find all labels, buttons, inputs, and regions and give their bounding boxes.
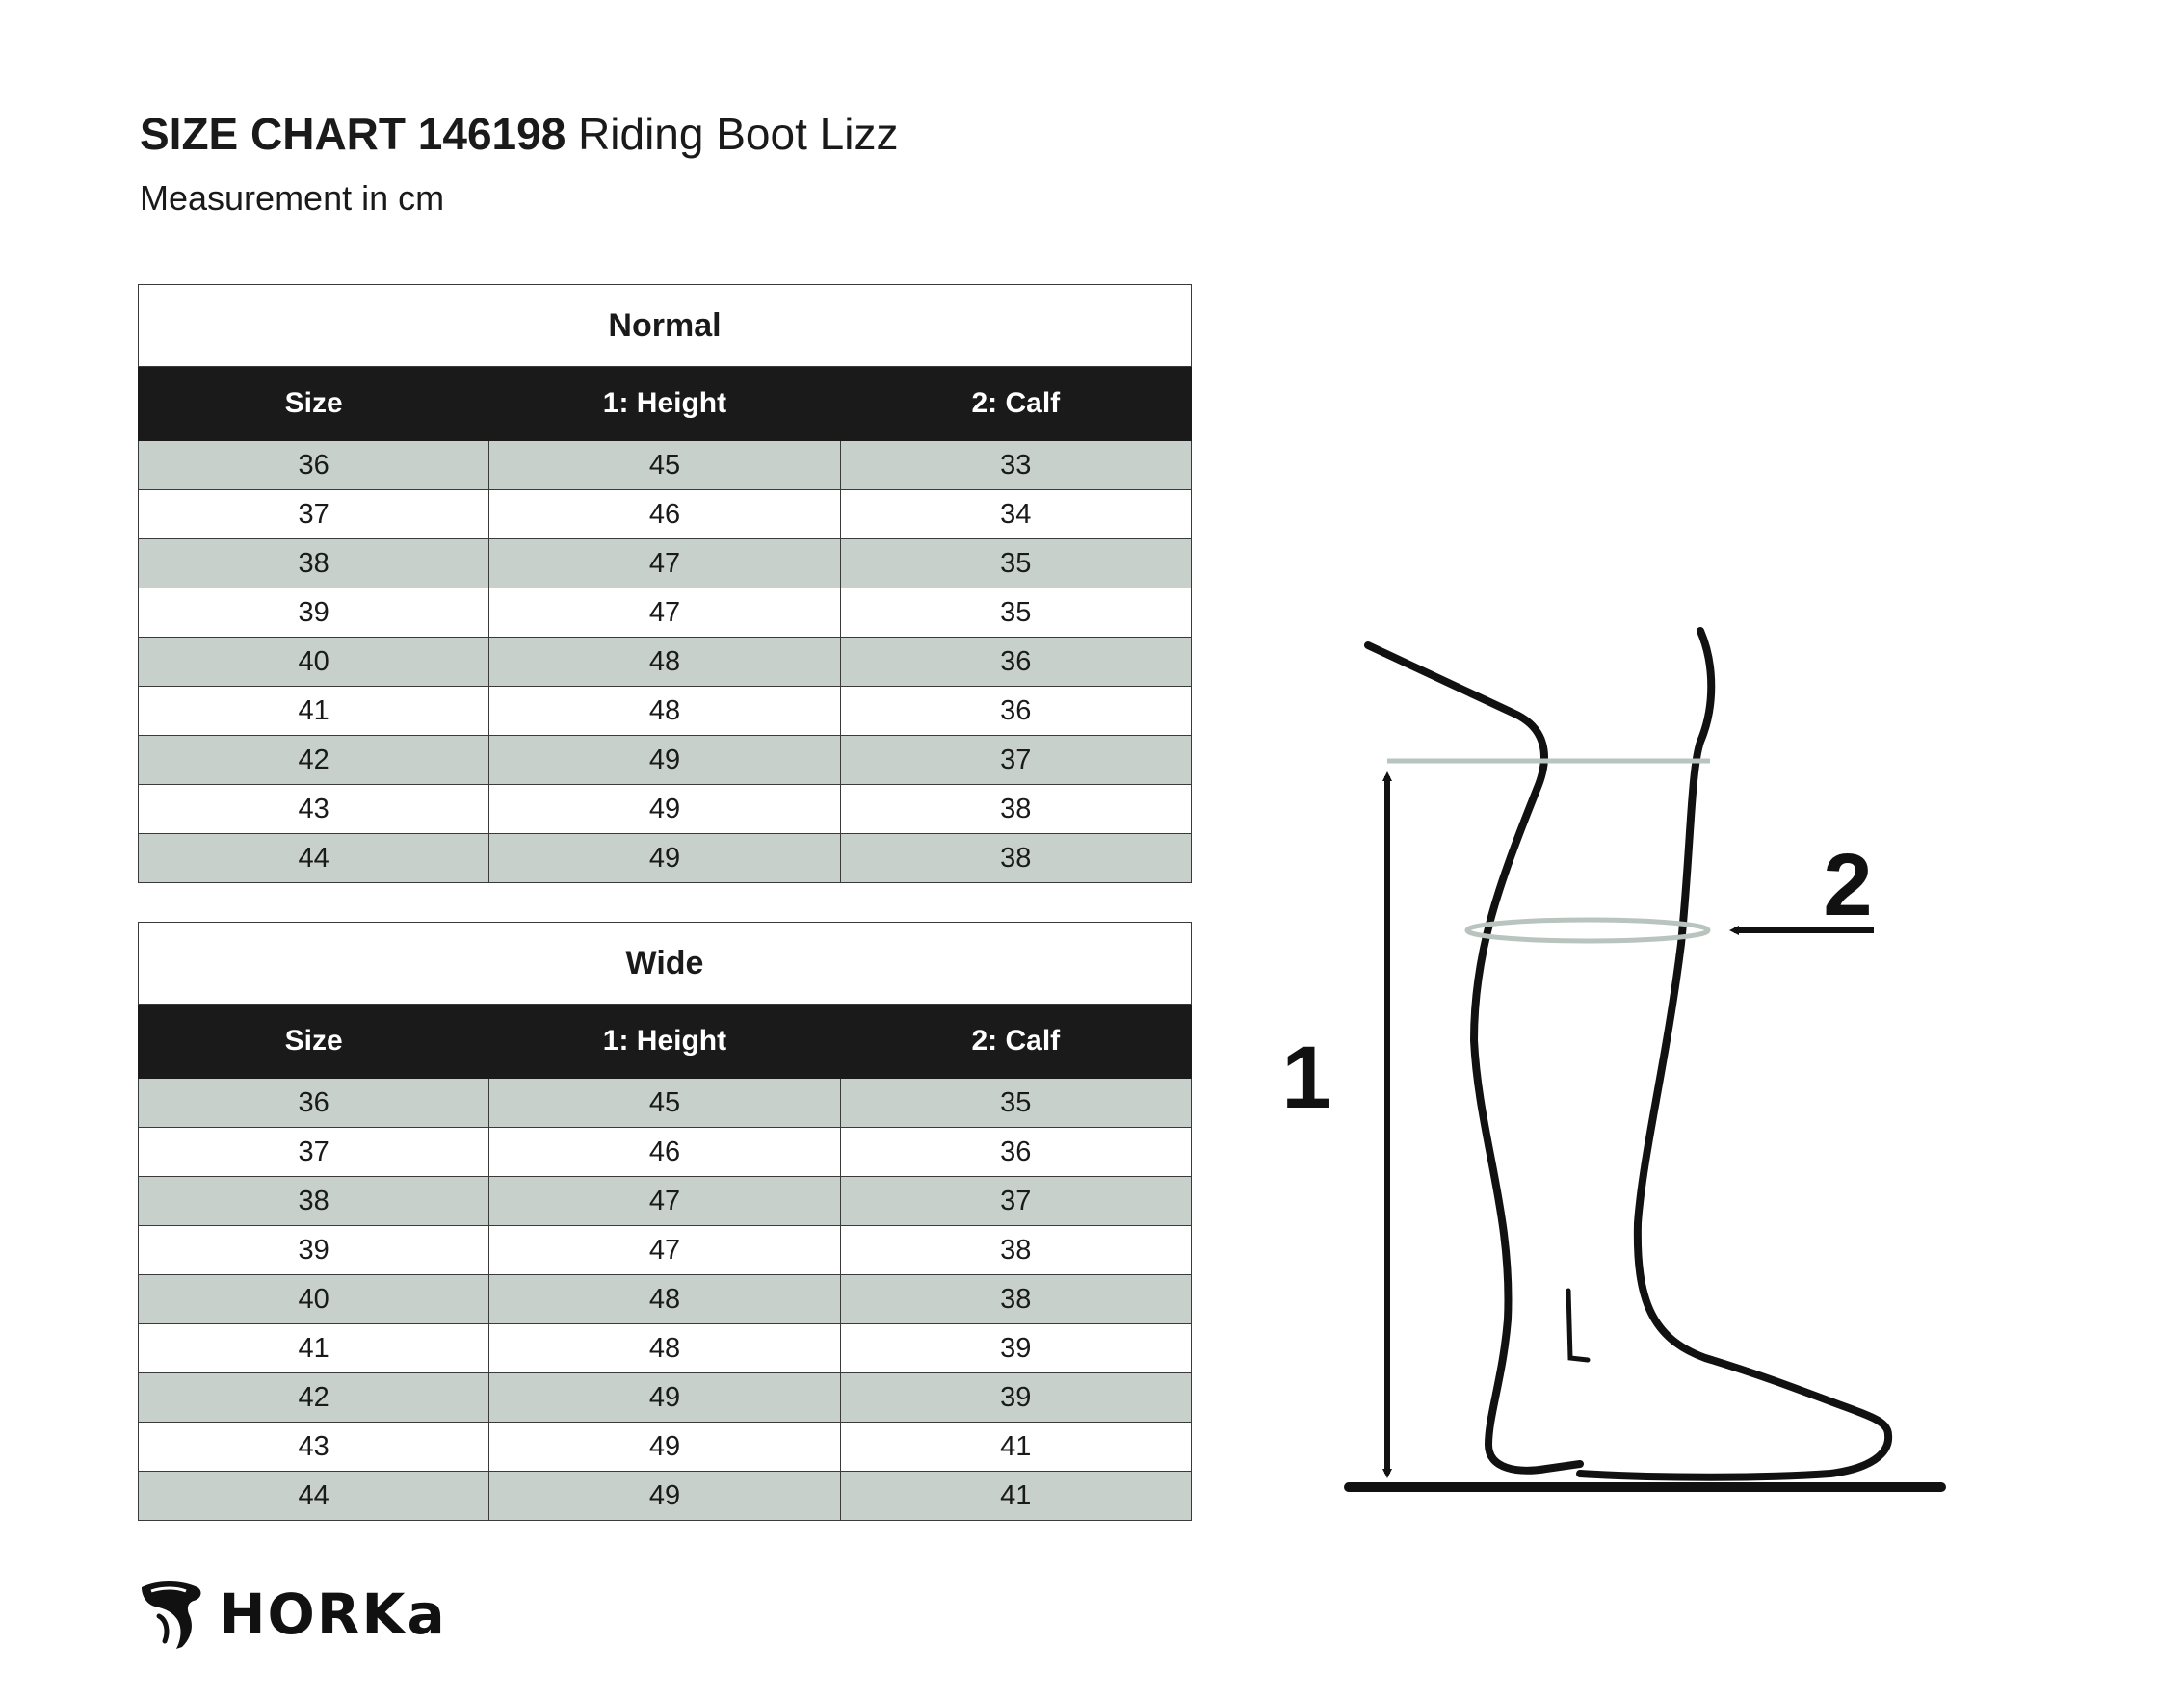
cell-calf: 39: [840, 1324, 1191, 1373]
cell-calf: 38: [840, 785, 1191, 834]
horse-head-icon: [138, 1578, 205, 1651]
cell-calf: 37: [840, 736, 1191, 785]
cell-size: 36: [139, 441, 489, 490]
cell-size: 36: [139, 1079, 489, 1128]
cell-size: 43: [139, 785, 489, 834]
cell-height: 48: [489, 638, 840, 687]
cell-size: 42: [139, 736, 489, 785]
cell-size: 40: [139, 638, 489, 687]
column-header-height: 1: Height: [489, 367, 840, 441]
cell-height: 49: [489, 834, 840, 883]
cell-calf: 35: [840, 1079, 1191, 1128]
column-header-calf: 2: Calf: [840, 1005, 1191, 1079]
table-caption: Wide: [139, 923, 1192, 1005]
cell-size: 40: [139, 1275, 489, 1324]
cell-size: 39: [139, 1226, 489, 1275]
cell-calf: 39: [840, 1373, 1191, 1423]
cell-calf: 38: [840, 1275, 1191, 1324]
cell-size: 37: [139, 490, 489, 539]
boot-zipper: [1568, 1291, 1588, 1360]
cell-size: 43: [139, 1423, 489, 1472]
calf-measure-ellipse: [1467, 920, 1708, 941]
brand-name: HORKa: [219, 1581, 447, 1647]
column-header-calf: 2: Calf: [840, 367, 1191, 441]
cell-calf: 37: [840, 1177, 1191, 1226]
cell-calf: 38: [840, 834, 1191, 883]
height-label: 1: [1281, 1029, 1331, 1127]
cell-size: 38: [139, 539, 489, 588]
calf-label: 2: [1823, 836, 1873, 934]
cell-height: 49: [489, 1423, 840, 1472]
cell-height: 46: [489, 490, 840, 539]
cell-height: 47: [489, 1177, 840, 1226]
cell-calf: 34: [840, 490, 1191, 539]
column-header-height: 1: Height: [489, 1005, 840, 1079]
boot-outline-front: [1368, 645, 1580, 1471]
cell-height: 46: [489, 1128, 840, 1177]
cell-size: 44: [139, 1472, 489, 1521]
cell-height: 49: [489, 736, 840, 785]
cell-height: 48: [489, 687, 840, 736]
cell-calf: 41: [840, 1472, 1191, 1521]
cell-height: 47: [489, 539, 840, 588]
cell-calf: 36: [840, 638, 1191, 687]
cell-size: 44: [139, 834, 489, 883]
cell-calf: 41: [840, 1423, 1191, 1472]
cell-size: 41: [139, 1324, 489, 1373]
cell-height: 45: [489, 441, 840, 490]
cell-height: 47: [489, 588, 840, 638]
cell-height: 47: [489, 1226, 840, 1275]
cell-calf: 36: [840, 1128, 1191, 1177]
cell-calf: 36: [840, 687, 1191, 736]
cell-size: 37: [139, 1128, 489, 1177]
cell-calf: 38: [840, 1226, 1191, 1275]
cell-size: 39: [139, 588, 489, 638]
title-code: SIZE CHART 146198: [140, 109, 566, 159]
cell-height: 49: [489, 1373, 840, 1423]
cell-height: 48: [489, 1324, 840, 1373]
cell-calf: 35: [840, 539, 1191, 588]
cell-size: 42: [139, 1373, 489, 1423]
page-subtitle: Measurement in cm: [140, 178, 445, 218]
cell-height: 45: [489, 1079, 840, 1128]
title-product: Riding Boot Lizz: [578, 109, 899, 159]
cell-size: 38: [139, 1177, 489, 1226]
cell-height: 48: [489, 1275, 840, 1324]
boot-outline-back: [1580, 631, 1888, 1477]
brand-logo: [138, 1578, 447, 1651]
cell-height: 49: [489, 1472, 840, 1521]
table-caption: Normal: [139, 285, 1192, 367]
cell-calf: 35: [840, 588, 1191, 638]
cell-size: 41: [139, 687, 489, 736]
column-header-size: Size: [139, 367, 489, 441]
cell-height: 49: [489, 785, 840, 834]
column-header-size: Size: [139, 1005, 489, 1079]
cell-calf: 33: [840, 441, 1191, 490]
